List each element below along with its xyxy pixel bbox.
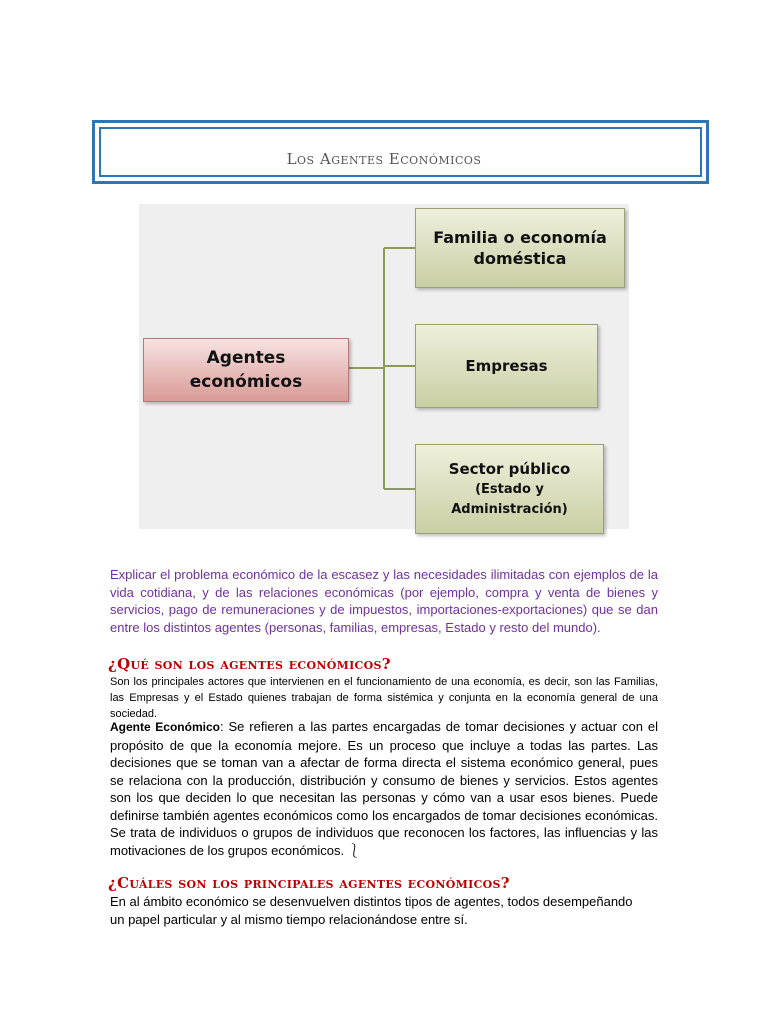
node-familia bbox=[415, 208, 625, 288]
node-empresas bbox=[415, 324, 598, 408]
term-agente-economico: Agente Económico bbox=[110, 720, 220, 734]
node-agentes-economicos bbox=[143, 338, 349, 402]
node-sector-sub-1: (Estado y bbox=[475, 481, 544, 497]
section-2-text: En al ámbito económico se desenvuelven distintos tipos de agentes, todos desempeñando un papel particular y al mismo tiempo relacionándose entre sí. bbox=[110, 894, 633, 927]
node-sector-publico bbox=[415, 444, 604, 534]
node-sector-sub-2: Administración) bbox=[451, 501, 568, 517]
section-2-heading: ¿Cuáles son los principales agentes económicos? bbox=[108, 874, 510, 892]
section-1-intro: Son los principales actores que intervienen en el funcionamiento de una economía, es decir, son las Familias, las Empresas y el Estado quienes trabajan de forma sistémica y conjunta en la economía general de una sociedad. bbox=[110, 676, 658, 720]
section-1-heading: ¿Qué son los agentes económicos? bbox=[108, 655, 391, 673]
node-root-line-2: económicos bbox=[189, 372, 303, 392]
instructions-paragraph: Explicar el problema económico de la escasez y las necesidades ilimitadas con ejemplos de la vida cotidiana, y de las relaciones económicas (por ejemplo, compra y venta de bienes y servicios, pago de remuneraciones y de impuestos, importaciones-exportaciones) que se dan entre los distintos agentes (personas, familias, empresas, Estado y resto del mundo). bbox=[110, 567, 658, 635]
node-familia-line-2: doméstica bbox=[473, 249, 567, 268]
section-1-definition-paragraph bbox=[110, 718, 658, 859]
agents-diagram bbox=[139, 204, 629, 529]
node-empresas-label: Empresas bbox=[465, 357, 548, 375]
document-title: Los Agentes Económicos bbox=[286, 150, 482, 168]
node-root-line-1: Agentes bbox=[206, 348, 286, 368]
node-familia-line-1: Familia o economía bbox=[433, 228, 607, 247]
term-definition: : Se refieren a las partes encargadas de tomar decisiones y actuar con el propósito de que la economía mejore. Es un proceso que incluye a todas las partes. Las decisiones que se toman van a afectar de forma directa el sistema económico general, pues se relaciona con la producción, distribución y consumo de bienes y servicios. Estos agentes son los que deciden lo que necesitan las personas y cómo van a usar esos bienes. Puede definirse también agentes económicos como los encargados de tomar decisiones económicas. Se trata de individuos o grupos de individuos que reconocen los factores, las influencias y las motivaciones de los grupos económicos. ⎱ bbox=[110, 719, 658, 858]
node-sector-label: Sector público bbox=[448, 459, 571, 478]
